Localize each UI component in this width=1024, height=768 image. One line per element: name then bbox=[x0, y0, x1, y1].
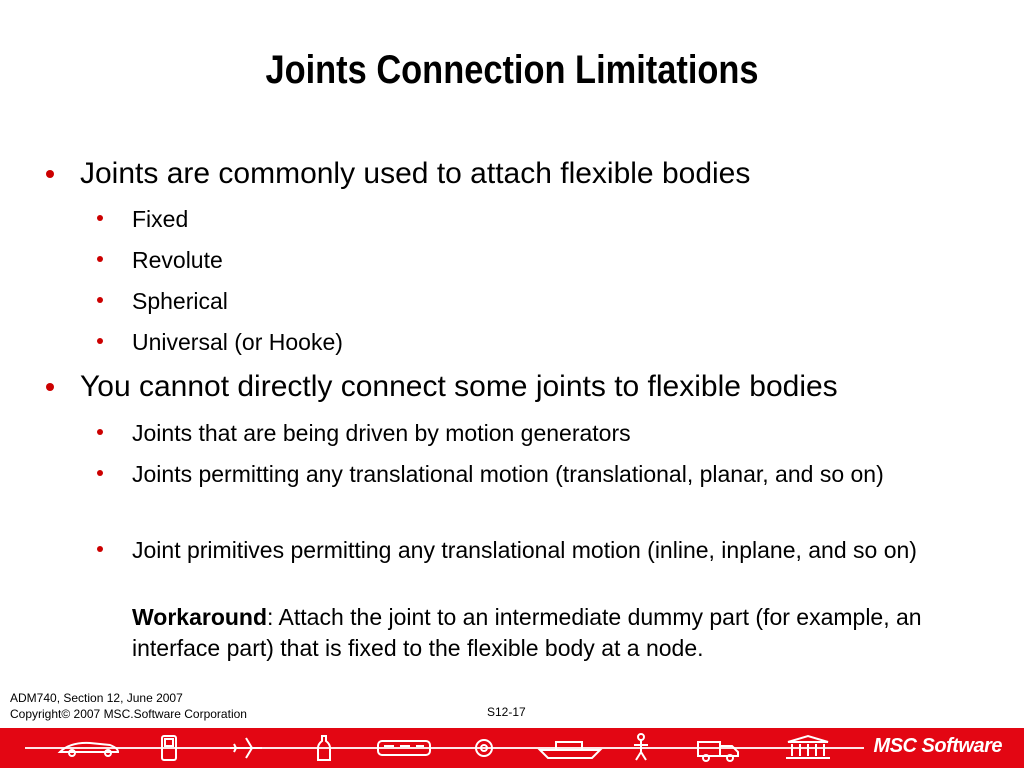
bullet-cannot-connect bbox=[80, 370, 838, 404]
person-icon bbox=[634, 734, 648, 760]
bullet-joints-used bbox=[80, 157, 750, 191]
bullet-dot-icon bbox=[97, 429, 103, 435]
workaround-text: : Attach the joint to an intermediate dummy part (for example, an interface part) that is fixed to the flexible body at a node. bbox=[132, 604, 922, 661]
train-icon bbox=[378, 741, 430, 755]
gear-icon bbox=[476, 740, 492, 756]
sub-bullet-spherical: Spherical bbox=[132, 283, 992, 319]
truck-icon bbox=[698, 742, 738, 761]
sub-bullet-universal: Universal (or Hooke) bbox=[132, 324, 992, 360]
bullet-dot-icon bbox=[46, 383, 54, 391]
bullet-dot-icon bbox=[46, 170, 54, 178]
msc-software-logo: MSC Software bbox=[873, 735, 1002, 757]
sub-bullet-motion-generators: Joints that are being driven by motion generators bbox=[132, 415, 992, 451]
bullet-dot-icon bbox=[97, 215, 103, 221]
bar-icons bbox=[0, 728, 1024, 768]
bullet-dot-icon bbox=[97, 546, 103, 552]
bullet-dot-icon bbox=[97, 470, 103, 476]
car-icon bbox=[60, 743, 118, 756]
footer-copyright: Copyright© 2007 MSC.Software Corporation bbox=[10, 707, 247, 721]
brand-bar bbox=[0, 728, 1024, 768]
sub-bullet-fixed: Fixed bbox=[132, 201, 992, 237]
plane-icon bbox=[230, 738, 262, 758]
sub-bullet-revolute: Revolute bbox=[132, 242, 992, 278]
building-icon bbox=[786, 736, 830, 758]
bullet-text: Joints are commonly used to attach flexible bodies bbox=[80, 157, 751, 190]
sub-bullet-translational: Joints permitting any translational motion (translational, planar, and so on) bbox=[132, 456, 992, 492]
footer-course: ADM740, Section 12, June 2007 bbox=[10, 691, 183, 705]
footer-info bbox=[10, 690, 247, 722]
bullet-dot-icon bbox=[97, 297, 103, 303]
page-number: S12-17 bbox=[487, 705, 526, 719]
sub-bullet-primitives: Joint primitives permitting any translational motion (inline, inplane, and so on) bbox=[132, 532, 992, 568]
ship-icon bbox=[540, 742, 600, 758]
workaround-note bbox=[132, 602, 932, 664]
phone-icon bbox=[162, 736, 176, 760]
bullet-dot-icon bbox=[97, 256, 103, 262]
workaround-label: Workaround bbox=[132, 604, 268, 630]
slide-title: Joints Connection Limitations bbox=[265, 48, 759, 92]
bullet-text: You cannot directly connect some joints to flexible bodies bbox=[80, 370, 838, 403]
bullet-dot-icon bbox=[97, 338, 103, 344]
bottle-icon bbox=[318, 736, 330, 760]
